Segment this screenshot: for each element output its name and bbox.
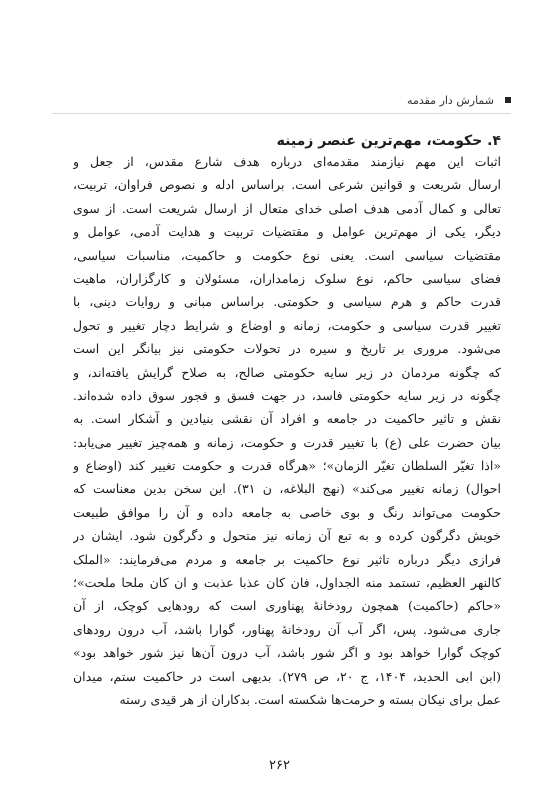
body-line: می‌شود. مروری بر تاریخ و سیره در تحولات حکومتی نیز بیانگر این است <box>73 341 501 357</box>
body-line: حکومت می‌تواند رنگ و بوی خاصی به جامعه داده و آن را موافق طبیعت <box>73 504 501 520</box>
running-header: شمارش دار مقدمه <box>407 94 494 107</box>
body-line: خویش دگرگون کرده و به تبع آن زمانه نیز متحول و دگرگون شود. ایشان در <box>73 528 501 544</box>
body-line: عمل برای نیکان بسته و حرمت‌ها شکسته است. بدکاران از هر قیدی رسته <box>119 691 501 707</box>
body-line: جاری می‌شود. پس، اگر آب آن رودخانهٔ پهناور، گوارا باشد، آب درون رودهای <box>73 621 501 637</box>
body-paragraph <box>73 150 501 711</box>
body-line: «اذا تغیّر السلطان تغیّر الزمان»؛ «هرگاه قدرت و حکومت تغییر کند (اوضاع و <box>73 458 501 474</box>
body-line: که چگونه مردمان در زیر سایه حکومتی صالح، به صلاح گرایش یافته‌اند، و <box>73 364 501 380</box>
page-marker-square <box>505 97 511 103</box>
body-line: چگونه در زیر سایه حکومتی فاسد، در جهت فسق و فجور سوق داده شده‌اند. <box>73 387 501 403</box>
header-divider <box>52 113 511 114</box>
body-line: فرازی دیگر درباره تاثیر نوع حاکمیت بر جامعه و مردم می‌فرمایند: «الملک <box>73 551 501 567</box>
body-line: «حاکم (حاکمیت) همچون رودخانهٔ پهناوری است که رودهایی کوچک، از آن <box>73 598 501 614</box>
body-line: قدرت حاکم و هرم سیاسی و حکومتی. براساس مبانی و روایات دینی، با <box>73 294 501 310</box>
body-line: کوچک گوارا خواهد بود و اگر شور باشد، آب درون آن‌ها نیز شور خواهد بود» <box>73 645 501 661</box>
body-line: تعالی و کمال آدمی هدف اصلی خدای متعال از ارسال شریعت است. از سوی <box>73 200 501 216</box>
body-line: نقش و تاثیر حاکمیت در جامعه و افراد آن نقشی بنیادین و آشکار است. به <box>73 411 501 427</box>
body-line: بیان حضرت علی (ع) با تغییر قدرت و حکومت، زمانه و همه‌چیز تغییر می‌یابد: <box>73 434 501 450</box>
body-line: تغییر قدرت سیاسی و حکومت، زمانه و اوضاع و شرایط دچار تغییر و تحول <box>73 317 501 333</box>
body-line: دیگر، یکی از مهم‌ترین عوامل و مقتضیات تربیت و هدایت آدمی، عوامل و <box>73 224 501 240</box>
section-heading: ۴. حکومت، مهم‌ترین عنصر زمینه <box>276 133 501 149</box>
body-line: مقتضیات سیاسی است. یعنی نوع حکومت و حاکمیت، مناسبات سیاسی، <box>73 247 501 263</box>
page-number: ۲۶۲ <box>269 758 290 773</box>
body-line: ارسال شریعت و قوانین شرعی است. براساس ادله و نصوص فراوان، تربیت، <box>73 177 501 193</box>
body-line: اثبات این مهم نیازمند مقدمه‌ای درباره هدف شارع مقدس، از جعل و <box>73 154 501 169</box>
body-line: کالنهر العظیم، تستمد منه الجداول، فان کان عذبا عذبت و ان کان ملحا ملحت»؛ <box>73 575 501 591</box>
body-line: (ابن ابی الحدید، ۱۴۰۴، ج ۲۰، ص ۲۷۹). بدیهی است در حاکمیت ستم، میدان <box>73 668 501 684</box>
body-line: فضای سیاسی حاکم، نوع سلوک زمامداران، مسئولان و کارگزاران، ماهیت <box>73 270 501 286</box>
body-line: احوال) زمانه تغییر می‌کند» (نهج البلاغه، ن ۳۱). این سخن بدین معناست که <box>73 481 501 497</box>
